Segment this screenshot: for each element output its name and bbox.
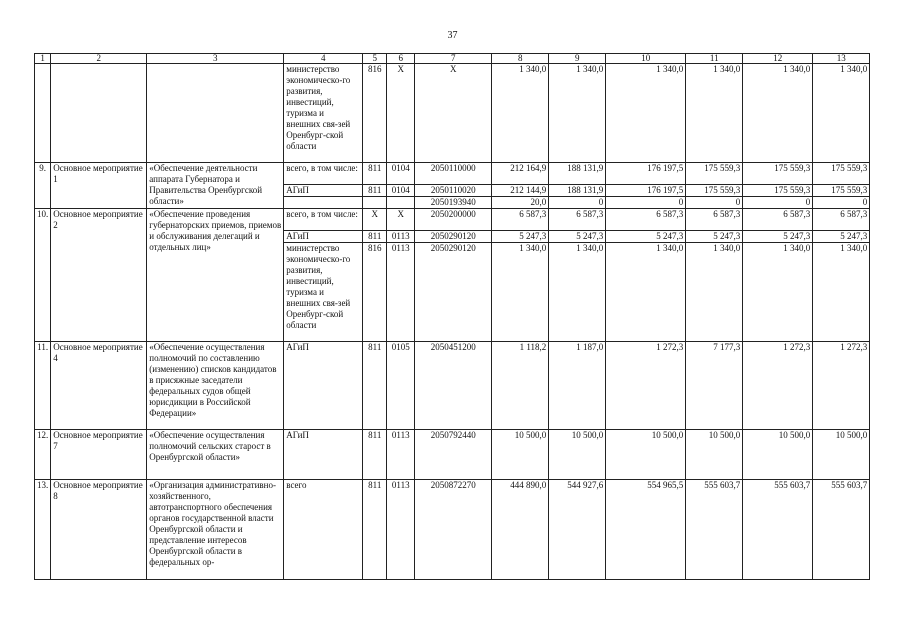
value-cell: 1 340,0 xyxy=(743,64,813,163)
value-cell: 444 890,0 xyxy=(492,480,549,580)
value-cell: 554 965,5 xyxy=(606,480,686,580)
measure-description-cell xyxy=(147,64,284,163)
grbs-code-cell: 811 xyxy=(363,480,387,580)
value-cell: 175 559,3 xyxy=(743,163,813,185)
value-cell: 1 340,0 xyxy=(686,64,743,163)
value-cell: 5 247,3 xyxy=(743,231,813,243)
value-cell: 20,0 xyxy=(492,197,549,209)
measure-name-cell xyxy=(51,64,147,163)
table-row xyxy=(35,430,870,480)
value-cell: 5 247,3 xyxy=(813,231,870,243)
value-cell: 175 559,3 xyxy=(813,163,870,185)
value-cell: 10 500,0 xyxy=(686,430,743,480)
section-code-cell: 0105 xyxy=(387,342,415,430)
section-code-cell: 0113 xyxy=(387,480,415,580)
value-cell: 6 587,3 xyxy=(549,209,606,231)
value-cell: 6 587,3 xyxy=(813,209,870,231)
value-cell: 6 587,3 xyxy=(492,209,549,231)
value-cell: 1 272,3 xyxy=(606,342,686,430)
value-cell: 555 603,7 xyxy=(686,480,743,580)
value-cell: 175 559,3 xyxy=(686,163,743,185)
grbs-code-cell: 811 xyxy=(363,185,387,197)
value-cell: 1 272,3 xyxy=(743,342,813,430)
value-cell: 10 500,0 xyxy=(549,430,606,480)
header-cell: 13 xyxy=(813,54,870,64)
target-code-cell: 2050792440 xyxy=(415,430,492,480)
measure-name-cell: Основное мероприятие 8 xyxy=(51,480,147,580)
target-code-cell: 2050872270 xyxy=(415,480,492,580)
value-cell: 175 559,3 xyxy=(743,185,813,197)
value-cell: 7 177,3 xyxy=(686,342,743,430)
measure-name-cell: Основное мероприятие 4 xyxy=(51,342,147,430)
value-cell: 1 118,2 xyxy=(492,342,549,430)
header-cell: 8 xyxy=(492,54,549,64)
row-number-cell: 13. xyxy=(35,480,51,580)
grbs-code-cell: 811 xyxy=(363,342,387,430)
section-code-cell: 0104 xyxy=(387,185,415,197)
row-number-cell: 12. xyxy=(35,430,51,480)
table-row xyxy=(35,342,870,430)
value-cell: 6 587,3 xyxy=(686,209,743,231)
target-code-cell: X xyxy=(415,64,492,163)
measure-description-cell: «Обеспечение осуществления полномочий сельских старост в Оренбургской области» xyxy=(147,430,284,480)
table-row xyxy=(35,209,870,231)
header-cell: 4 xyxy=(284,54,363,64)
grbs-code-cell: 811 xyxy=(363,163,387,185)
grbs-code-cell xyxy=(363,197,387,209)
value-cell: 5 247,3 xyxy=(606,231,686,243)
value-cell: 6 587,3 xyxy=(606,209,686,231)
section-code-cell: X xyxy=(387,209,415,231)
section-code-cell xyxy=(387,197,415,209)
header-cell: 6 xyxy=(387,54,415,64)
executor-cell: АГиП xyxy=(284,430,363,480)
value-cell: 0 xyxy=(686,197,743,209)
value-cell: 188 131,9 xyxy=(549,163,606,185)
value-cell: 555 603,7 xyxy=(743,480,813,580)
value-cell: 544 927,6 xyxy=(549,480,606,580)
executor-cell: АГиП xyxy=(284,185,363,197)
grbs-code-cell: X xyxy=(363,209,387,231)
header-cell: 3 xyxy=(147,54,284,64)
value-cell: 10 500,0 xyxy=(743,430,813,480)
grbs-code-cell: 816 xyxy=(363,243,387,342)
measure-description-cell: «Обеспечение деятельности аппарата Губернатора и Правительства Оренбургской области» xyxy=(147,163,284,209)
target-code-cell: 2050290120 xyxy=(415,231,492,243)
header-row xyxy=(35,54,870,64)
value-cell: 0 xyxy=(549,197,606,209)
value-cell: 188 131,9 xyxy=(549,185,606,197)
measure-description-cell: «Организация административно-хозяйственного, автотранспортного обеспечения органов государственной власти Оренбургской области и представление интересов Оренбургской области в федеральных ор- xyxy=(147,480,284,580)
value-cell: 212 144,9 xyxy=(492,185,549,197)
value-cell: 1 340,0 xyxy=(549,243,606,342)
value-cell: 176 197,5 xyxy=(606,163,686,185)
value-cell: 10 500,0 xyxy=(492,430,549,480)
target-code-cell: 2050200000 xyxy=(415,209,492,231)
target-code-cell: 2050110000 xyxy=(415,163,492,185)
value-cell: 175 559,3 xyxy=(686,185,743,197)
header-cell: 5 xyxy=(363,54,387,64)
value-cell: 0 xyxy=(813,197,870,209)
value-cell: 1 272,3 xyxy=(813,342,870,430)
value-cell: 1 340,0 xyxy=(743,243,813,342)
value-cell: 555 603,7 xyxy=(813,480,870,580)
section-code-cell: 0113 xyxy=(387,231,415,243)
header-cell: 2 xyxy=(51,54,147,64)
measure-name-cell: Основное мероприятие 7 xyxy=(51,430,147,480)
value-cell: 1 340,0 xyxy=(492,64,549,163)
target-code-cell: 2050290120 xyxy=(415,243,492,342)
value-cell: 1 340,0 xyxy=(686,243,743,342)
header-cell: 10 xyxy=(606,54,686,64)
target-code-cell: 2050451200 xyxy=(415,342,492,430)
table-row xyxy=(35,163,870,185)
value-cell: 212 164,9 xyxy=(492,163,549,185)
section-code-cell: 0113 xyxy=(387,430,415,480)
executor-cell: министерство экономическо-го развития, инвестиций, туризма и внешних свя-зей Оренбург-ской области xyxy=(284,64,363,163)
header-cell: 9 xyxy=(549,54,606,64)
header-cell: 11 xyxy=(686,54,743,64)
table-row xyxy=(35,480,870,580)
page-number: 37 xyxy=(447,30,458,41)
value-cell: 5 247,3 xyxy=(686,231,743,243)
grbs-code-cell: 811 xyxy=(363,231,387,243)
header-cell: 1 xyxy=(35,54,51,64)
value-cell: 10 500,0 xyxy=(606,430,686,480)
measure-name-cell: Основное мероприятие 2 xyxy=(51,209,147,342)
value-cell: 5 247,3 xyxy=(492,231,549,243)
target-code-cell: 2050193940 xyxy=(415,197,492,209)
executor-cell: всего, в том числе: xyxy=(284,209,363,231)
value-cell: 0 xyxy=(606,197,686,209)
value-cell: 10 500,0 xyxy=(813,430,870,480)
row-number-cell: 9. xyxy=(35,163,51,209)
header-cell: 12 xyxy=(743,54,813,64)
executor-cell: всего xyxy=(284,480,363,580)
row-number-cell xyxy=(35,64,51,163)
executor-cell: всего, в том числе: xyxy=(284,163,363,185)
value-cell: 175 559,3 xyxy=(813,185,870,197)
executor-cell: министерство экономическо-го развития, инвестиций, туризма и внешних свя-зей Оренбург-ской области xyxy=(284,243,363,342)
value-cell: 1 340,0 xyxy=(492,243,549,342)
section-code-cell: X xyxy=(387,64,415,163)
grbs-code-cell: 816 xyxy=(363,64,387,163)
measure-description-cell: «Обеспечение осуществления полномочий по составлению (изменению) списков кандидатов в присяжные заседатели федеральных судов общей юрисдикции в Российской Федерации» xyxy=(147,342,284,430)
value-cell: 1 340,0 xyxy=(813,243,870,342)
value-cell: 6 587,3 xyxy=(743,209,813,231)
value-cell: 1 340,0 xyxy=(813,64,870,163)
executor-cell: АГиП xyxy=(284,231,363,243)
table-row xyxy=(35,64,870,163)
value-cell: 1 187,0 xyxy=(549,342,606,430)
executor-cell: АГиП xyxy=(284,342,363,430)
target-code-cell: 2050110020 xyxy=(415,185,492,197)
header-cell: 7 xyxy=(415,54,492,64)
value-cell: 176 197,5 xyxy=(606,185,686,197)
section-code-cell: 0104 xyxy=(387,163,415,185)
budget-table xyxy=(34,53,870,580)
row-number-cell: 10. xyxy=(35,209,51,342)
value-cell: 0 xyxy=(743,197,813,209)
value-cell: 1 340,0 xyxy=(606,64,686,163)
measure-description-cell: «Обеспечение проведения губернаторских приемов, приемов и обслуживания делегаций и отдельных лиц» xyxy=(147,209,284,342)
grbs-code-cell: 811 xyxy=(363,430,387,480)
value-cell: 5 247,3 xyxy=(549,231,606,243)
section-code-cell: 0113 xyxy=(387,243,415,342)
measure-name-cell: Основное мероприятие 1 xyxy=(51,163,147,209)
value-cell: 1 340,0 xyxy=(606,243,686,342)
value-cell: 1 340,0 xyxy=(549,64,606,163)
row-number-cell: 11. xyxy=(35,342,51,430)
executor-cell xyxy=(284,197,363,209)
